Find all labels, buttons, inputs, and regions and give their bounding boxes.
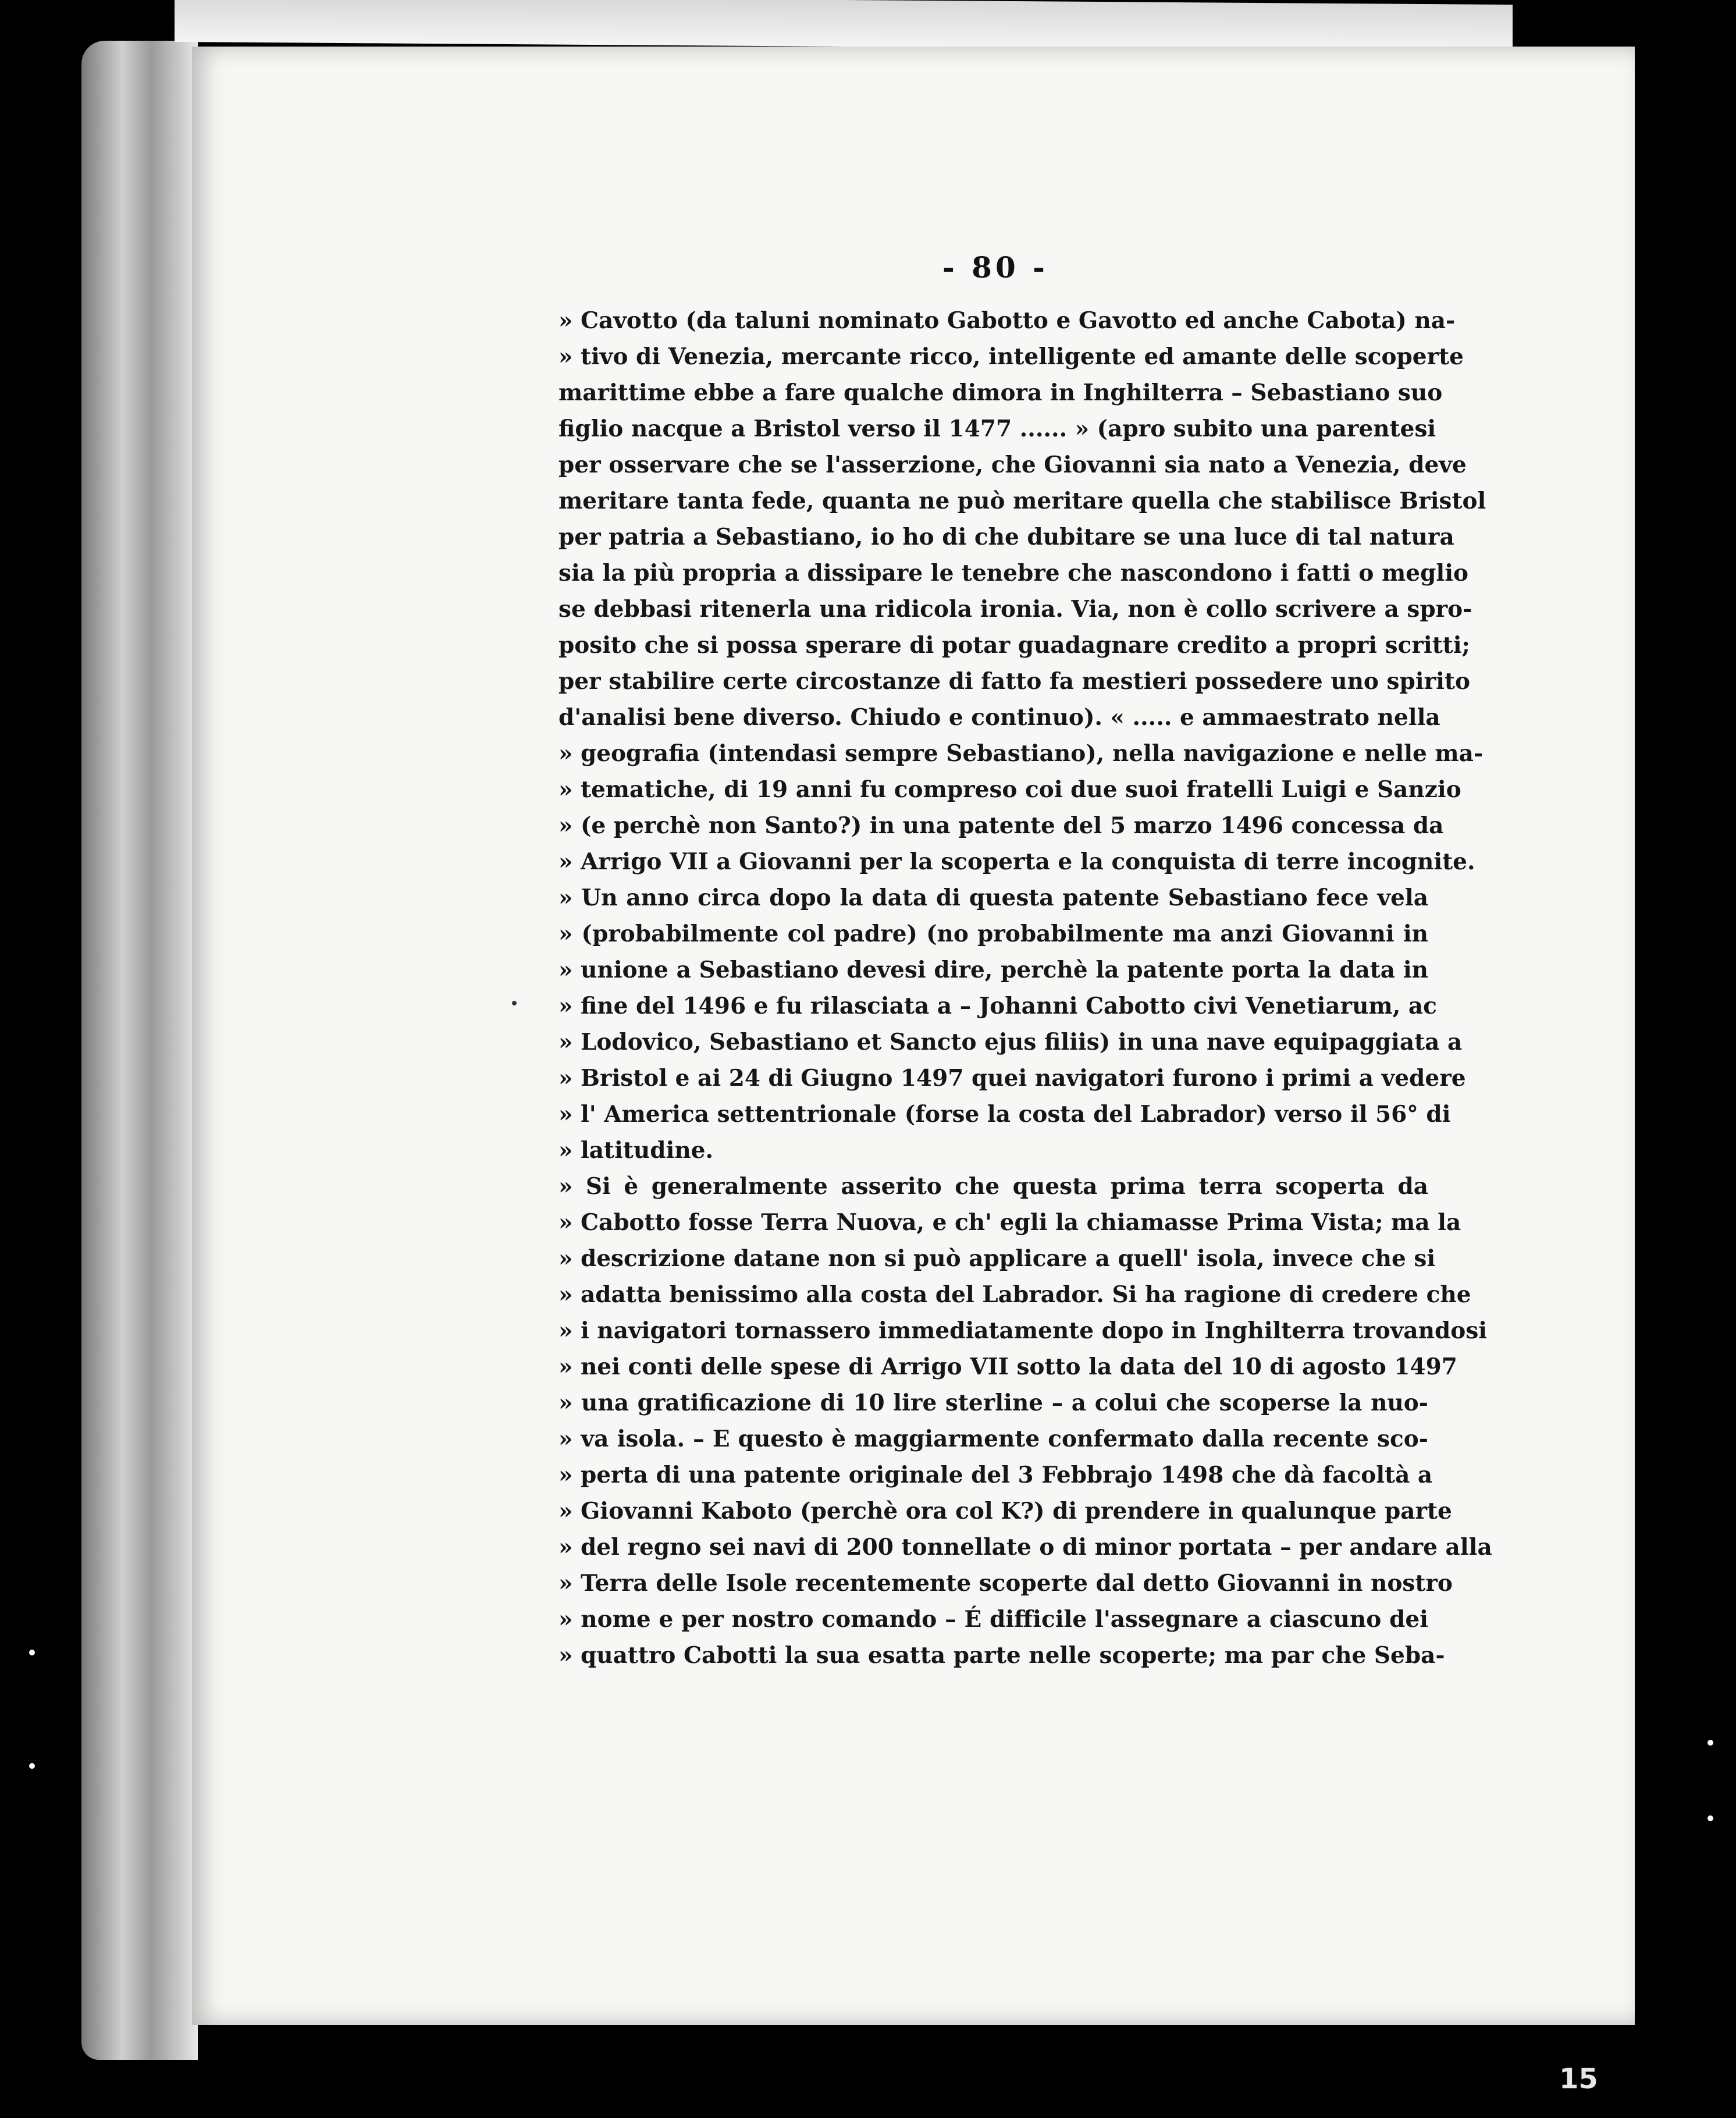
text-line: per osservare che se l'asserzione, che Giovanni sia nato a Venezia, deve	[558, 452, 1467, 478]
text-line: » Bristol e ai 24 di Giugno 1497 quei navigatori furono i primi a vedere	[558, 1065, 1466, 1092]
text-line: » adatta benissimo alla costa del Labrador. Si ha ragione di credere che	[558, 1281, 1471, 1308]
text-line: » Un anno circa dopo la data di questa patente Sebastiano fece vela	[558, 884, 1428, 911]
page-number: - 80 -	[942, 250, 1048, 285]
text-line: se debbasi ritenerla una ridicola ironia. Via, non è collo scrivere a spro-	[558, 596, 1472, 623]
scan-speck	[512, 1001, 517, 1005]
text-line: » (e perchè non Santo?) in una patente del 5 marzo 1496 concessa da	[558, 812, 1444, 839]
text-line: » geografia (intendasi sempre Sebastiano), nella navigazione e nelle ma-	[558, 740, 1484, 767]
body-text	[558, 303, 1492, 1673]
text-line: » descrizione datane non si può applicare a quell' isola, invece che si	[558, 1245, 1436, 1272]
text-line: » fine del 1496 e fu rilasciata a – Johanni Cabotto civi Venetiarum, ac	[558, 993, 1437, 1019]
text-line: per patria a Sebastiano, io ho di che dubitare se una luce di tal natura	[558, 524, 1454, 550]
text-line: » Cabotto fosse Terra Nuova, e ch' egli la chiamasse Prima Vista; ma la	[558, 1209, 1461, 1236]
text-line: » (probabilmente col padre) (no probabilmente ma anzi Giovanni in	[558, 921, 1428, 947]
text-line: per stabilire certe circostanze di fatto fa mestieri possedere uno spirito	[558, 668, 1470, 695]
text-line: sia la più propria a dissipare le tenebre che nascondono i fatti o meglio	[558, 560, 1469, 587]
scan-speck	[1707, 1740, 1713, 1746]
text-line: » perta di una patente originale del 3 Febbrajo 1498 che dà facoltà a	[558, 1462, 1433, 1488]
text-line: » Si è generalmente asserito che questa prima terra scoperta da	[558, 1173, 1428, 1200]
text-line: d'analisi bene diverso. Chiudo e continuo). « ..... e ammaestrato nella	[558, 704, 1440, 731]
scan-speck	[1707, 1815, 1713, 1821]
corner-mark: 15	[1559, 2063, 1598, 2095]
scan-speck	[29, 1763, 35, 1769]
text-line: » Giovanni Kaboto (perchè ora col K?) di prendere in qualunque parte	[558, 1498, 1452, 1524]
text-line: » tematiche, di 19 anni fu compreso coi due suoi fratelli Luigi e Sanzio	[558, 776, 1461, 803]
text-line: » l' America settentrionale (forse la costa del Labrador) verso il 56° di	[558, 1101, 1451, 1128]
text-line: » tivo di Venezia, mercante ricco, intelligente ed amante delle scoperte	[558, 343, 1464, 370]
text-line: » Cavotto (da taluni nominato Gabotto e Gavotto ed anche Cabota) na-	[558, 307, 1456, 334]
scan-speck	[29, 1650, 35, 1655]
text-line: » va isola. – E questo è maggiarmente confermato dalla recente sco-	[558, 1426, 1428, 1452]
text-line: » Terra delle Isole recentemente scoperte dal detto Giovanni in nostro	[558, 1570, 1453, 1597]
text-line: marittime ebbe a fare qualche dimora in Inghilterra – Sebastiano suo	[558, 379, 1443, 406]
text-line: » nei conti delle spese di Arrigo VII sotto la data del 10 di agosto 1497	[558, 1353, 1457, 1380]
text-line: » latitudine.	[558, 1137, 714, 1164]
text-line: posito che si possa sperare di potar guadagnare credito a propri scritti;	[558, 632, 1470, 659]
text-line: » una gratificazione di 10 lire sterline – a colui che scoperse la nuo-	[558, 1390, 1428, 1416]
text-line: meritare tanta fede, quanta ne può meritare quella che stabilisce Bristol	[558, 488, 1486, 514]
page-top-edge	[175, 0, 1513, 51]
text-line: » unione a Sebastiano devesi dire, perchè la patente porta la data in	[558, 957, 1428, 983]
page-edge-stack	[81, 41, 198, 2060]
text-line: » quattro Cabotti la sua esatta parte nelle scoperte; ma par che Seba-	[558, 1642, 1445, 1669]
text-line: » del regno sei navi di 200 tonnellate o di minor portata – per andare alla	[558, 1534, 1492, 1561]
text-line: » i navigatori tornassero immediatamente dopo in Inghilterra trovandosi	[558, 1317, 1488, 1344]
text-line: figlio nacque a Bristol verso il 1477 ...... » (apro subito una parentesi	[558, 415, 1436, 442]
text-line: » Lodovico, Sebastiano et Sancto ejus filiis) in una nave equipaggiata a	[558, 1029, 1463, 1056]
text-line: » nome e per nostro comando – É difficile l'assegnare a ciascuno dei	[558, 1606, 1428, 1633]
text-line: » Arrigo VII a Giovanni per la scoperta e la conquista di terre incognite.	[558, 848, 1475, 875]
